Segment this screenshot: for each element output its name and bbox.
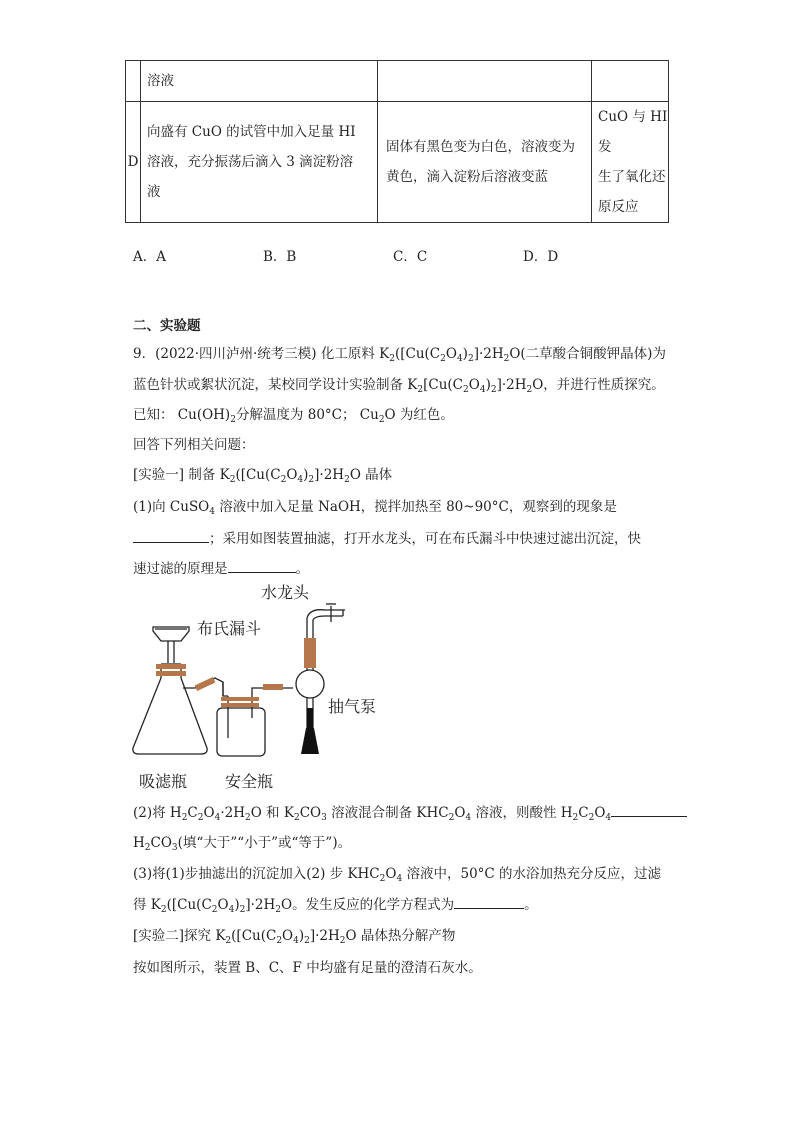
reagent-cell: [141, 102, 378, 223]
table-row: [126, 61, 669, 102]
safety-bottle: [217, 682, 265, 756]
text-run: CO: [299, 805, 322, 821]
subscript: 2: [440, 354, 446, 364]
known-line: [133, 403, 454, 423]
bottle-stopper: [221, 703, 259, 707]
subscript: 2: [160, 905, 167, 915]
cell-line: 原反应: [598, 199, 639, 215]
text-run: O: [286, 467, 298, 483]
text-run: C: [578, 805, 589, 821]
text-run: 。: [295, 561, 309, 577]
question-table: [125, 60, 669, 223]
safety-bottle-label: 安全瓶: [225, 772, 274, 791]
text-run: O(二草酸合铜酸钾晶体)为: [509, 346, 666, 362]
subscript: 4: [465, 813, 472, 823]
text-run: 9．(2022·四川泸州·统考三模) 化工原料 K: [133, 346, 390, 362]
subscript: 3: [171, 843, 178, 853]
phenomenon-cell: [378, 61, 592, 102]
text-run: 分解温度为 80°C； Cu: [235, 407, 379, 423]
text-run: ]·2H: [473, 346, 504, 362]
answer-blank[interactable]: [228, 558, 296, 573]
last-line: 按如图所示，装置 B、C、F 中均盛有足量的澄清石灰水。: [133, 960, 482, 976]
text-run: ): [298, 928, 305, 944]
subscript: 2: [211, 905, 218, 915]
option-label-cell: D: [126, 102, 141, 223]
text-run: ]·2H: [309, 928, 340, 944]
cell-line: 向盛有 CuO 的试管中加入足量 HI: [147, 124, 356, 140]
cell-line: 液: [147, 184, 161, 200]
cell-line: 黄色，滴入淀粉后溶液变蓝: [386, 169, 548, 185]
text-run: (1)向 CuSO: [133, 499, 210, 515]
subscript: 2: [417, 385, 424, 395]
flask-label: 吸滤瓶: [139, 772, 188, 791]
text-run: [实验二]探究 K: [133, 928, 226, 944]
text-run: O: [594, 805, 606, 821]
answer-blank[interactable]: [454, 894, 524, 909]
text-run: O: [385, 866, 397, 882]
subscript: 2: [448, 813, 455, 823]
subscript: 4: [479, 385, 486, 395]
text-run: 溶液中加入足量 NaOH，搅拌加热至 80~90°C，观察到的现象是: [215, 499, 617, 515]
subscript: 2: [344, 475, 350, 485]
subscript: 4: [228, 905, 235, 915]
subscript: 2: [229, 475, 236, 485]
pump-stem: [307, 708, 313, 730]
subscript: 2: [304, 936, 310, 946]
subscript: 2: [244, 813, 251, 823]
answer-blank[interactable]: [611, 802, 687, 817]
pump-outlet: [301, 728, 319, 754]
text-run: ·2H: [220, 805, 245, 821]
text-run: O 为红色。: [384, 407, 454, 423]
subscript: 2: [197, 813, 204, 823]
subscript: 2: [308, 475, 315, 485]
part2-line-2: [133, 831, 351, 851]
reagent-cell: 溶液: [141, 61, 378, 102]
subscript: 2: [239, 905, 246, 915]
text-run: 已知： Cu(OH): [133, 407, 231, 423]
part1-line-2: [133, 527, 641, 547]
subscript: 4: [396, 874, 403, 884]
part1-line-1: [133, 495, 617, 515]
q9-line-1: [133, 342, 666, 362]
phenomenon-cell: [378, 102, 592, 223]
text-run: O 和 K: [250, 805, 294, 821]
subscript: 2: [490, 385, 497, 395]
answer-blank[interactable]: [133, 528, 209, 543]
text-run: H: [133, 835, 145, 851]
cell-line: CuO 与 HI 发: [598, 109, 668, 155]
text-run: O: [454, 805, 466, 821]
subscript: 2: [275, 905, 281, 915]
text-run: [实验一] 制备 K: [133, 467, 230, 483]
suction-filtration-figure: [125, 578, 395, 793]
text-run: O 晶体热分解产物: [345, 928, 456, 944]
funnel-label: 布氏漏斗: [197, 619, 262, 638]
cell-line: 生了氧化还: [598, 169, 666, 185]
subscript: 2: [293, 813, 300, 823]
subscript: 2: [389, 354, 395, 364]
option-d[interactable]: D．D: [523, 249, 559, 265]
text-run: 蓝色针状或絮状沉淀，某校同学设计实验制备 K: [133, 377, 418, 393]
text-run: O: [445, 346, 457, 362]
conclusion-cell: [592, 102, 669, 223]
rubber-tube: [304, 638, 316, 668]
text-run: O: [468, 377, 480, 393]
exp1-title: [133, 463, 392, 483]
subscript: 2: [378, 415, 385, 425]
text-run: 溶液中，50°C 的水浴加热充分反应，过滤: [402, 866, 662, 882]
text-run: 。: [524, 897, 538, 913]
subscript: 2: [144, 843, 151, 853]
subscript: 4: [456, 354, 463, 364]
subscript: 3: [321, 813, 327, 823]
faucet-icon: [307, 604, 345, 628]
subscript: 4: [297, 475, 304, 485]
text-run: CO: [150, 835, 172, 851]
subscript: 2: [225, 936, 232, 946]
subscript: 4: [214, 813, 221, 823]
part2-line-1: [133, 801, 687, 821]
cell-line: 固体有黑色变为白色，溶液变为: [386, 139, 575, 155]
text-run: O: [217, 897, 229, 913]
pump-label: 抽气泵: [328, 697, 377, 716]
subscript: 2: [572, 813, 579, 823]
answer-options: [133, 245, 653, 265]
text-run: 速过滤的原理是: [133, 561, 228, 577]
text-run: ): [234, 897, 240, 913]
subscript: 4: [209, 507, 215, 517]
text-run: O: [282, 928, 294, 944]
text-run: [Cu(C: [423, 377, 464, 393]
part3-line-2: [133, 893, 538, 913]
option-label-cell: [126, 61, 141, 102]
part3-line-1: [133, 862, 661, 882]
text-run: 溶液，则酸性 H: [471, 805, 573, 821]
rubber-tube: [195, 677, 216, 691]
option-a[interactable]: A．A: [133, 249, 166, 265]
buchner-funnel: [153, 627, 189, 663]
cell-line: 溶液，充分振荡后滴入 3 滴淀粉溶: [147, 154, 354, 170]
section-title: 二、实验题: [133, 318, 201, 334]
text-run: C: [187, 805, 198, 821]
text-run: ]·2H: [496, 377, 527, 393]
text-run: (3)将(1)步抽滤出的沉淀加入(2) 步 KHC: [133, 866, 380, 882]
table-row: [126, 102, 669, 223]
exp2-title: [133, 924, 455, 944]
subscript: 2: [280, 475, 287, 485]
text-run: ): [485, 377, 491, 393]
subscript: 2: [526, 385, 533, 395]
option-c[interactable]: C．C: [393, 249, 428, 265]
conclusion-cell: [592, 61, 669, 102]
prompt-line: 回答下列相关问题：: [133, 437, 255, 453]
text-run: ([Cu(C: [235, 467, 281, 483]
subscript: 2: [276, 936, 283, 946]
faucet-label: 水龙头: [261, 583, 310, 602]
text-run: ([Cu(C: [231, 928, 277, 944]
flask-stopper: [156, 664, 186, 669]
text-run: ；采用如图装置抽滤，打开水龙头，可在布氏漏斗中快速过滤出沉淀，快: [209, 531, 641, 547]
text-run: ): [462, 346, 468, 362]
part1-line-3: [133, 557, 309, 577]
subscript: 2: [339, 936, 346, 946]
subscript: 4: [293, 936, 299, 946]
subscript: 2: [463, 385, 469, 395]
text-run: O，并进行性质探究。: [532, 377, 665, 393]
text-run: (填“大于”“小于”或“等于”)。: [177, 835, 352, 851]
subscript: 2: [230, 415, 236, 425]
text-run: ([Cu(C: [394, 346, 441, 362]
subscript: 2: [503, 354, 510, 364]
text-run: ): [303, 467, 309, 483]
text-run: O: [203, 805, 215, 821]
rubber-tube: [263, 684, 283, 690]
subscript: 4: [605, 813, 612, 823]
subscript: 2: [467, 354, 474, 364]
text-run: O 晶体: [349, 467, 393, 483]
text-run: O。发生反应的化学方程式为: [281, 897, 455, 913]
text-run: ]·2H: [314, 467, 345, 483]
subscript: 2: [379, 874, 386, 884]
flask-stopper: [156, 671, 186, 676]
text-run: ]·2H: [245, 897, 276, 913]
filter-flask: [133, 664, 207, 754]
subscript: 2: [588, 813, 595, 823]
bottle-stopper: [221, 697, 259, 701]
q9-line-2: [133, 373, 665, 393]
text-run: ([Cu(C: [166, 897, 212, 913]
subscript: 2: [181, 813, 188, 823]
option-b[interactable]: B．B: [263, 249, 297, 265]
text-run: 溶液混合制备 KHC: [326, 805, 449, 821]
text-run: 得 K: [133, 897, 161, 913]
text-run: (2)将 H: [133, 805, 182, 821]
